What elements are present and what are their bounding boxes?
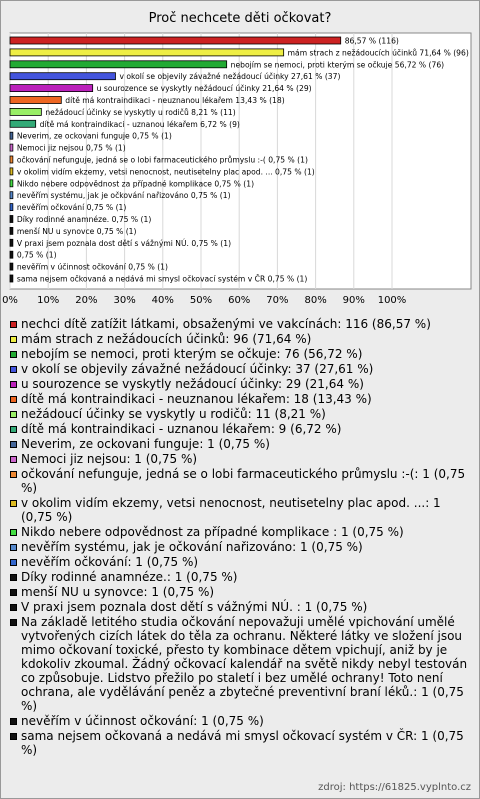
bar-data-label: nežádoucí účinky se vyskytly u rodičů 8,21 % (11) bbox=[45, 107, 236, 117]
bar-data-label: Nemoci jiz nejsou 0,75 % (1) bbox=[16, 143, 126, 153]
legend-item bbox=[9, 570, 475, 584]
legend-label: dítě má kontraindikaci - uznanou lékařem: 9 (6,72 %) bbox=[21, 422, 342, 436]
x-tick-label: 0% bbox=[2, 295, 18, 306]
bar-data-label: Nikdo nebere odpovědnost za případné komplikace 0,75 % (1) bbox=[16, 179, 255, 189]
plot-area bbox=[1, 1, 479, 317]
bar bbox=[10, 144, 13, 151]
legend-swatch bbox=[10, 426, 17, 433]
bar-data-label: 0,75 % (1) bbox=[16, 250, 57, 260]
legend-label: v okolí se objevily závažné nežádoucí účinky: 37 (27,61 %) bbox=[21, 362, 374, 376]
bar-data-label: mám strach z nežádoucích účinků 71,64 % (96) bbox=[287, 48, 469, 58]
legend-label: nežádoucí účinky se vyskytly u rodičů: 11 (8,21 %) bbox=[21, 407, 326, 421]
legend-label: očkování nefunguje, jedná se o lobi farmaceutického průmyslu :-(: 1 (0,75 %) bbox=[21, 467, 466, 495]
legend-item bbox=[9, 540, 475, 554]
legend-item bbox=[9, 729, 475, 757]
bar bbox=[10, 108, 41, 115]
legend-item bbox=[9, 317, 475, 331]
legend-item bbox=[9, 332, 475, 346]
source-note: zdroj: https://61825.vyplnto.cz bbox=[318, 782, 471, 793]
bar-chart-svg bbox=[1, 1, 479, 313]
x-tick-label: 50% bbox=[189, 295, 213, 306]
legend-item bbox=[9, 452, 475, 466]
bar bbox=[10, 61, 227, 68]
bar-data-label: nevěřím v účinnost očkování 0,75 % (1) bbox=[16, 262, 168, 272]
legend-item bbox=[9, 714, 475, 728]
bar-data-label: 86,57 % (116) bbox=[344, 36, 399, 46]
bar-data-label: nevěřím očkování 0,75 % (1) bbox=[16, 203, 127, 213]
legend-item bbox=[9, 600, 475, 614]
legend-item bbox=[9, 615, 475, 713]
legend-label: nebojím se nemoci, proti kterým se očkuje: 76 (56,72 %) bbox=[21, 347, 363, 361]
legend-label: nevěřím očkování: 1 (0,75 %) bbox=[21, 555, 199, 569]
legend-label: dítě má kontraindikaci - neuznanou lékařem: 18 (13,43 %) bbox=[21, 392, 372, 406]
bar bbox=[10, 251, 13, 258]
legend-label: Neverim, ze ockovani funguje: 1 (0,75 %) bbox=[21, 437, 270, 451]
legend-label: V praxi jsem poznala dost dětí s vážnými NÚ. : 1 (0,75 %) bbox=[21, 600, 368, 614]
legend-item bbox=[9, 467, 475, 495]
x-tick-label: 40% bbox=[151, 295, 174, 306]
legend-swatch bbox=[10, 351, 17, 358]
x-tick-label: 30% bbox=[113, 295, 136, 306]
bar bbox=[10, 275, 13, 282]
legend-item bbox=[9, 362, 475, 376]
legend-swatch bbox=[10, 500, 17, 507]
legend-label: mám strach z nežádoucích účinků: 96 (71,64 %) bbox=[21, 332, 312, 346]
legend-swatch bbox=[10, 321, 17, 328]
legend-swatch bbox=[10, 544, 17, 551]
bar bbox=[10, 239, 13, 246]
bar bbox=[10, 168, 13, 175]
legend-label: nevěřím systému, jak je očkování nařizováno: 1 (0,75 %) bbox=[21, 540, 363, 554]
bar bbox=[10, 263, 13, 270]
bar bbox=[10, 156, 13, 163]
legend-item bbox=[9, 525, 475, 539]
bar-data-label: Neverim, ze ockovani funguje 0,75 % (1) bbox=[16, 131, 172, 141]
legend-label: Díky rodinné anamnéze.: 1 (0,75 %) bbox=[21, 570, 238, 584]
bar-data-label: dítě má kontraindikaci - neuznanou lékařem 13,43 % (18) bbox=[65, 96, 285, 105]
legend-swatch bbox=[10, 396, 17, 403]
legend-item bbox=[9, 407, 475, 421]
legend-swatch bbox=[10, 529, 17, 536]
bar bbox=[10, 97, 61, 104]
legend-label: nevěřím v účinnost očkování: 1 (0,75 %) bbox=[21, 714, 264, 728]
legend-item bbox=[9, 585, 475, 599]
legend-item bbox=[9, 422, 475, 436]
legend-swatch bbox=[10, 441, 17, 448]
legend-item bbox=[9, 496, 475, 524]
legend-item bbox=[9, 555, 475, 569]
x-tick-label: 90% bbox=[342, 295, 365, 306]
bar bbox=[10, 120, 36, 127]
chart-legend bbox=[9, 317, 475, 758]
legend-swatch bbox=[10, 559, 17, 566]
legend-label: menší NU u synovce: 1 (0,75 %) bbox=[21, 585, 215, 599]
legend-label: nechci dítě zatížit látkami, obsaženými ve vakcínách: 116 (86,57 %) bbox=[21, 317, 431, 331]
legend-swatch bbox=[10, 574, 17, 581]
legend-swatch bbox=[10, 381, 17, 388]
legend-swatch bbox=[10, 336, 17, 343]
legend-swatch bbox=[10, 733, 17, 740]
bar-data-label: nevěřím systému, jak je očkování nařizováno 0,75 % (1) bbox=[16, 191, 231, 201]
x-tick-label: 80% bbox=[304, 295, 327, 306]
bar bbox=[10, 216, 13, 223]
legend-label: u sourozence se vyskytly nežádoucí účinky: 29 (21,64 %) bbox=[21, 377, 364, 391]
legend-swatch bbox=[10, 456, 17, 463]
bar-data-label: sama nejsem očkovaná a nedává mi smysl očkovací systém v ČR 0,75 % (1) bbox=[16, 274, 308, 284]
legend-label: v okolim vidím ekzemy, vetsi nenocnost, neutisetelny plac apod. ...: 1 (0,75 %) bbox=[21, 496, 441, 524]
bar-data-label: v okolim vidím ekzemy, vetsi nenocnost, neutisetelny plac apod. ... 0,75 % (1) bbox=[16, 167, 315, 177]
bar bbox=[10, 49, 284, 56]
bar bbox=[10, 85, 93, 92]
bar-data-label: u sourozence se vyskytly nežádoucí účinky 21,64 % (29) bbox=[96, 84, 312, 94]
bar bbox=[10, 37, 341, 44]
legend-swatch bbox=[10, 619, 17, 626]
legend-swatch bbox=[10, 366, 17, 373]
legend-swatch bbox=[10, 589, 17, 596]
bar-data-label: menší NU u synovce 0,75 % (1) bbox=[16, 226, 137, 236]
legend-label: sama nejsem očkovaná a nedává mi smysl očkovací systém v ČR: 1 (0,75 %) bbox=[21, 729, 464, 757]
legend-swatch bbox=[10, 471, 17, 478]
bar bbox=[10, 180, 13, 187]
legend-item bbox=[9, 392, 475, 406]
bar bbox=[10, 227, 13, 234]
legend-item bbox=[9, 347, 475, 361]
legend-label: Na základě letitého studia očkování nepovažuji umělé vpichování umělé vytvořených cizích látek do těla za ochranu. Některé látky ve složení jsou mimo očkovaní toxické, přesto ty kombinace dětem vpichují, aniž by je kdokoliv zkoumal. Žádný očkovací kalendář na světě nikdy nebyl testován co způsobuje. Lidstvo přežilo po staletí i bez umělé ochrany! Toto není ochrana, ale vydělávání peněz a zbytečné preventivní braní léků.: 1 (0,75 %) bbox=[21, 615, 468, 713]
bar bbox=[10, 132, 13, 139]
legend-swatch bbox=[10, 411, 17, 418]
x-tick-label: 20% bbox=[75, 295, 98, 306]
legend-label: Nemoci jiz nejsou: 1 (0,75 %) bbox=[21, 452, 198, 466]
legend-swatch bbox=[10, 718, 17, 725]
bar-data-label: dítě má kontraindikaci - uznanou lékařem 6,72 % (9) bbox=[39, 119, 240, 129]
chart-title: Proč nechcete děti očkovat? bbox=[148, 11, 332, 26]
bar-data-label: očkování nefunguje, jedná se o lobi farmaceutického průmyslu :-( 0,75 % (1) bbox=[16, 155, 308, 165]
legend-item bbox=[9, 377, 475, 391]
legend-label: Nikdo nebere odpovědnost za případné komplikace : 1 (0,75 %) bbox=[21, 525, 404, 539]
x-tick-label: 70% bbox=[266, 295, 289, 306]
legend-item bbox=[9, 437, 475, 451]
bar bbox=[10, 73, 115, 80]
bar-data-label: Díky rodinné anamnéze. 0,75 % (1) bbox=[16, 215, 152, 224]
x-tick-label: 60% bbox=[228, 295, 251, 306]
bar-data-label: nebojím se nemoci, proti kterým se očkuje 56,72 % (76) bbox=[230, 60, 445, 70]
bar-data-label: v okolí se objevily závažné nežádoucí účinky 27,61 % (37) bbox=[119, 72, 341, 82]
bar bbox=[10, 204, 13, 211]
x-tick-label: 10% bbox=[37, 295, 60, 306]
bar bbox=[10, 192, 13, 199]
legend-swatch bbox=[10, 604, 17, 611]
x-tick-label: 100% bbox=[377, 295, 407, 306]
bar-data-label: V praxi jsem poznala dost dětí s vážnými NÚ. 0,75 % (1) bbox=[16, 238, 232, 248]
